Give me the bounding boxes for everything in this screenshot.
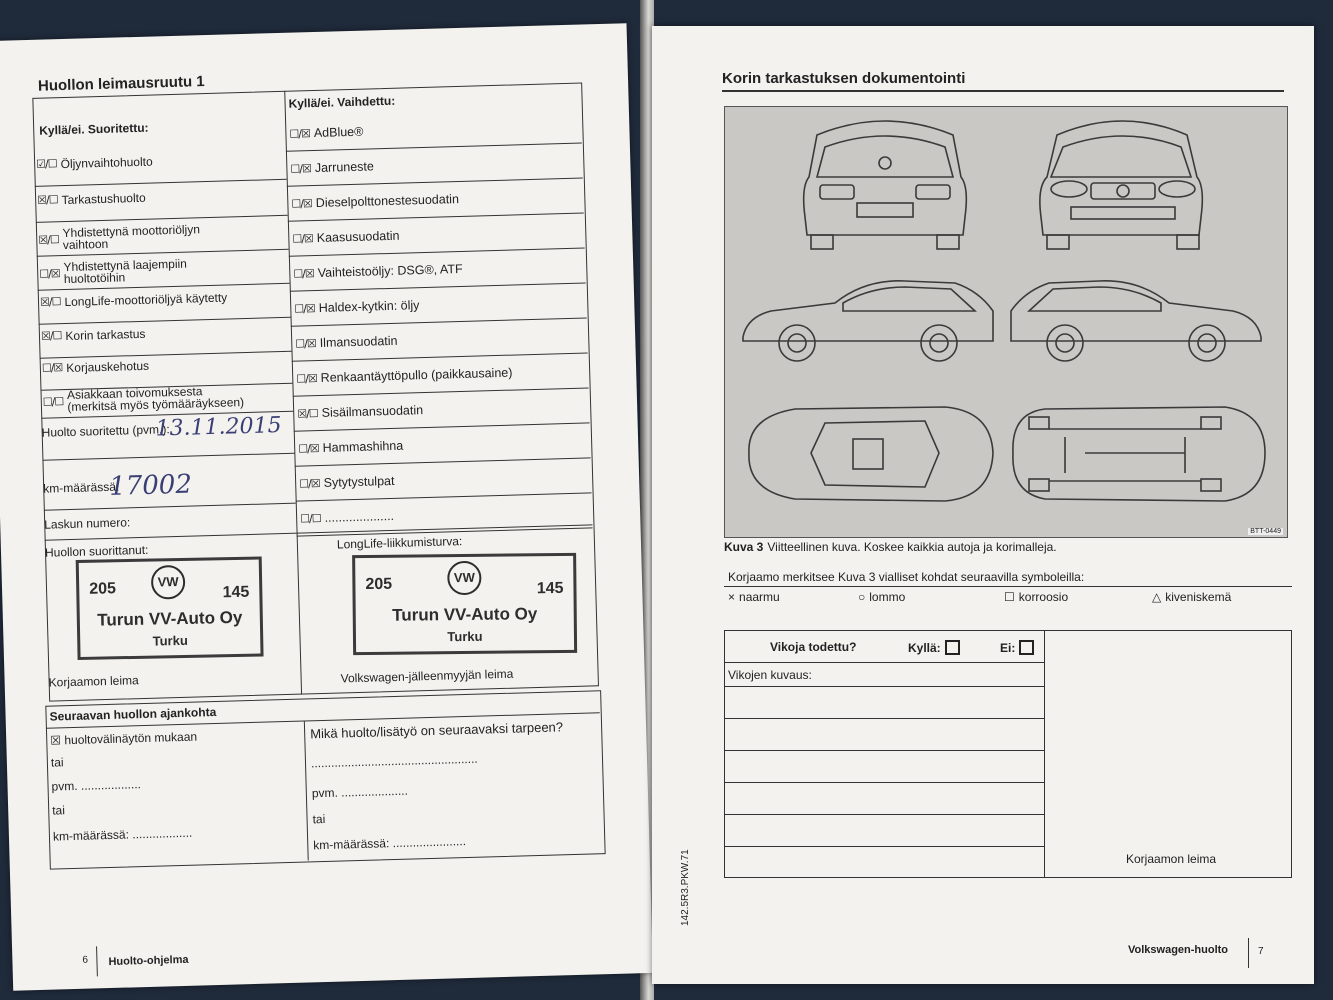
changed-item-label: AdBlue® [313,124,364,141]
caption-label: Kuva 3 [724,540,764,554]
yes-no-checkbox-icon[interactable]: ☐/☒ [294,301,315,316]
stamp-number-2: 145 [536,579,564,598]
symbol-legend-item [1004,590,1068,604]
title-rule [722,90,1284,92]
yes-no-checkbox-icon[interactable]: ☑/☐ [35,157,57,171]
changed-item[interactable] [290,159,374,175]
performed-item-label: Yhdistettynä moottoriöljyn vaihtoon [62,222,201,253]
next-option-display[interactable]: ☒ huoltovälinäytön mukaan [50,729,198,748]
stamp-city: Turku [447,628,483,645]
footer-divider [1248,938,1249,968]
col1-header: Kyllä/ei. Suoritettu: [39,120,149,138]
row-divider [724,662,1044,663]
description-line[interactable] [724,814,1044,815]
page-title: Korin tarkastuksen dokumentointi [722,70,966,87]
next-km-field[interactable]: km-määrässä: .................. [52,825,193,844]
performed-item[interactable] [42,384,247,414]
yes-no-checkbox-icon[interactable]: ☒/☐ [37,193,58,207]
no-checkbox[interactable] [1019,640,1034,655]
yes-no-checkbox-icon[interactable]: ☒/☐ [297,406,318,421]
dealer-stamp-label: Volkswagen-jälleenmyyjän leima [340,666,514,686]
symbol-legend-item [858,590,905,604]
yes-no-checkbox-icon[interactable]: ☐/☒ [290,161,312,176]
performed-item-label: Asiakkaan toivomuksesta (merkitsä myös työmääräykseen) [66,384,245,415]
yes-no-checkbox-icon[interactable]: ☐/☒ [299,476,320,491]
page-number: 6 [82,954,89,966]
changed-item-label: Hammashihna [322,438,404,455]
yes-no-checkbox-icon[interactable]: ☐/☒ [289,126,311,141]
stamp-number-1: 205 [89,580,117,598]
footer-text: Huolto-ohjelma [108,953,189,969]
changed-item-label: Sytytystulpat [323,473,395,490]
or-text: tai [312,811,326,827]
changed-item[interactable] [300,509,394,526]
defects-question: Vikoja todettu? [770,640,857,654]
vw-logo-icon: VW [151,565,186,600]
yes-no-checkbox-icon[interactable]: ☐/☒ [293,266,314,281]
next-question: Mikä huolto/lisätyö on seuraavaksi tarpeen? [309,719,564,742]
workshop-stamp-label: Korjaamon leima [48,673,139,690]
or-text: tai [52,803,66,818]
changed-item[interactable] [299,474,395,491]
car-side-view-right [1011,281,1261,361]
performed-item-label: Öljynvaihtohuolto [60,154,153,171]
description-line[interactable] [724,750,1044,751]
car-underbody-view [1013,407,1265,501]
yes-no-checkbox-icon[interactable]: ☐/☐ [42,394,64,409]
date-value: 13.11.2015 [155,413,282,442]
left-page [0,23,653,990]
changed-item-label: Haldex-kytkin: öljy [318,298,420,315]
yes-no-checkbox-icon[interactable]: ☐/☐ [299,511,321,526]
dealer-stamp [352,553,577,655]
car-side-view-left [743,281,993,361]
changed-item[interactable] [295,334,398,351]
performed-item-label: Tarkastushuolto [61,190,146,207]
yes-no-checkbox-icon[interactable]: ☐/☒ [292,231,313,246]
symbol-legend-item [1152,590,1231,604]
symbol-icon: × [728,590,736,604]
symbol-label: lommo [869,590,906,604]
car-top-view [749,407,993,501]
stamp-company: Turun VV-Auto Oy [392,604,538,625]
yes-no-checkbox-icon[interactable]: ☐/☒ [295,336,316,351]
performed-item-label: Korjauskehotus [66,358,150,375]
column-divider [1044,630,1045,878]
right-page [652,26,1314,984]
longlife-label: LongLife-liikkumisturva: [336,534,463,552]
km-value: 17002 [108,469,193,502]
changed-item-label: Kaasusuodatin [316,228,400,245]
description-line[interactable] [724,718,1044,719]
workshop-stamp [76,556,264,660]
changed-item[interactable] [298,439,403,456]
changed-item-label: .................... [324,508,395,525]
document-code: 142.5R3.PKW.71 [680,849,691,926]
symbol-icon: ☐ [1004,590,1015,604]
defects-description-label: Vikojen kuvaus: [728,668,812,682]
changed-item-label: Jarruneste [314,159,375,176]
km-label: km-määrässä: [43,479,120,496]
performed-item-label: LongLife-moottoriöljyä käytetty [64,290,228,309]
defects-no[interactable] [1000,640,1034,655]
next-work-field[interactable]: .................................................. [310,751,478,771]
yes-no-checkbox-icon[interactable]: ☒/☐ [40,329,62,343]
yes-no-checkbox-icon[interactable]: ☒/☐ [39,295,61,309]
yes-no-checkbox-icon[interactable]: ☒/☐ [38,232,59,247]
car-drawings [725,107,1287,537]
workshop-stamp-label: Korjaamon leima [1126,852,1217,866]
yes-no-checkbox-icon[interactable]: ☐/☒ [41,361,63,375]
changed-item-label: Sisäilmansuodatin [321,403,424,420]
changed-item-label: Dieselpolttonestesuodatin [315,192,460,210]
stamp-box-title: Huollon leimausruutu 1 [37,73,205,95]
yes-no-checkbox-icon[interactable]: ☐/☒ [291,196,312,211]
no-label: Ei: [1000,640,1016,655]
footer-text: Volkswagen-huolto [1128,944,1229,956]
symbol-label: naarmu [739,590,780,604]
page-number: 7 [1258,946,1264,957]
symbol-label: korroosio [1018,590,1069,604]
symbols-rule [724,586,1292,587]
symbol-label: kiveniskemä [1165,590,1232,604]
next-km-field-2[interactable]: km-määrässä: ...................... [313,834,467,853]
stamp-city: Turku [152,632,188,649]
yes-no-checkbox-icon[interactable]: ☐/☒ [296,371,317,386]
col2-header: Kyllä/ei. Vaihdettu: [288,93,396,111]
next-service-title: Seuraavan huollon ajankohta [49,704,217,724]
changed-item[interactable] [289,125,363,141]
changed-item-label: Renkaantäyttöpullo (paikkausaine) [320,365,513,385]
yes-no-checkbox-icon[interactable]: ☐/☒ [298,441,319,456]
symbols-intro: Korjaamo merkitsee Kuva 3 vialliset kohdat seuraavilla symboleilla: [728,570,1085,584]
symbol-legend-item [728,590,780,604]
caption-text: Viitteellinen kuva. Koskee kaikkia autoja ja korimalleja. [767,540,1057,554]
invoice-label: Laskun numero: [44,515,131,532]
car-body-diagram[interactable] [724,106,1288,538]
symbol-icon: △ [1152,590,1162,604]
car-front-view [1040,121,1202,249]
changed-item-label: Vaihteistoöljy: DSG®, ATF [317,261,463,280]
next-date-field[interactable]: pvm. .................. [51,777,142,794]
stamp-number-2: 145 [222,583,250,602]
next-date-field-2[interactable]: pvm. .................... [311,783,409,801]
changed-item[interactable] [292,229,399,246]
yes-no-checkbox-icon[interactable]: ☐/☒ [39,266,60,281]
stamp-number-1: 205 [365,575,393,594]
yes-checkbox[interactable] [945,640,960,655]
defects-yes[interactable] [908,640,960,655]
date-label: Huolto suoritettu (pvm.): [41,422,170,440]
changed-item-label: Ilmansuodatin [319,333,398,350]
vw-logo-icon: VW [447,561,481,595]
car-rear-view [804,121,967,249]
performed-item-label: Yhdistettynä laajempiin huoltotöihin [63,256,188,287]
figure-code: BTT-0449 [1250,528,1281,535]
footer-divider [96,946,98,976]
performed-item-label: Korin tarkastus [65,326,146,343]
symbol-icon: ○ [858,590,866,604]
figure-caption [724,540,1057,554]
description-line[interactable] [724,686,1044,687]
stamp-company: Turun VV-Auto Oy [97,607,243,630]
or-text: tai [50,755,64,770]
description-line[interactable] [724,846,1044,847]
description-line[interactable] [724,782,1044,783]
yes-label: Kyllä: [908,640,941,655]
performer-label: Huollon suorittanut: [44,542,149,560]
